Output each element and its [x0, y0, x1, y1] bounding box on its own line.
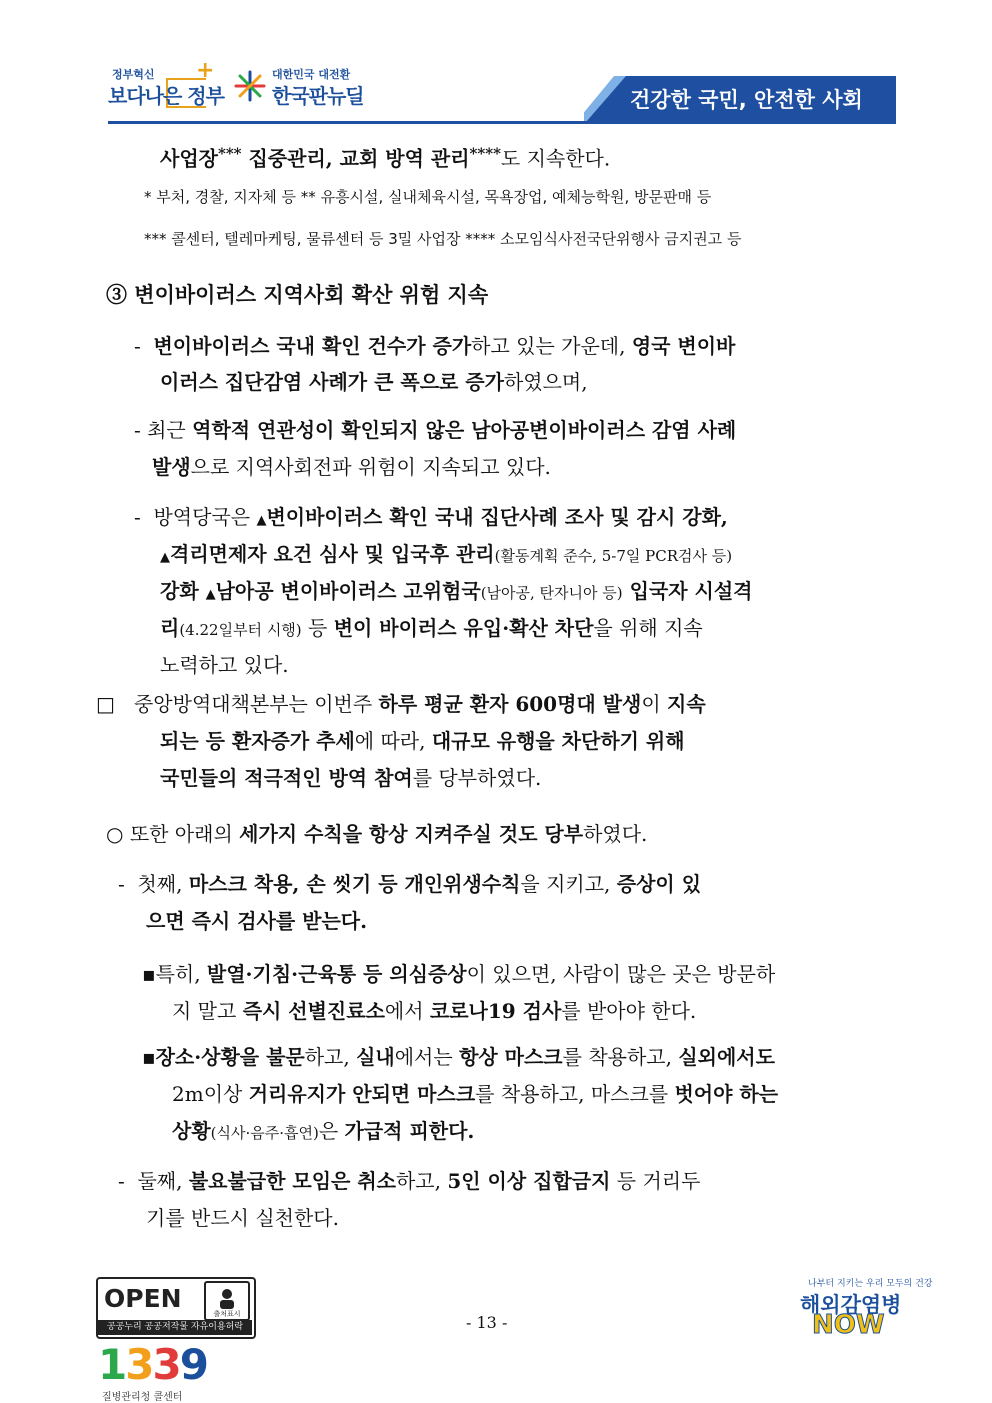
- open-license-title: OPEN: [104, 1284, 182, 1313]
- paragraph-2-line-2: 발생으로 지역사회전파 위험이 지속되고 있다.: [152, 455, 551, 479]
- footnote-2: *** 콜센터, 텔레마케팅, 물류센터 등 3밀 사업장 **** 소모임식사전국단위행사 금지권고 등: [144, 230, 742, 248]
- paragraph-4-line-3: 국민들의 적극적인 방역 참여를 당부하였다.: [160, 766, 542, 790]
- paragraph-7-line-2: 지 말고 즉시 선별진료소에서 코로나19 검사를 받아야 한다.: [172, 999, 697, 1023]
- paragraph-9-line-2: 기를 반드시 실천한다.: [146, 1206, 339, 1230]
- paragraph-6-line-1: - 첫째, 마스크 착용, 손 씻기 등 개인위생수칙을 지키고, 증상이 있: [118, 872, 702, 896]
- open-license-subtitle: 공공누리 공공저작물 자유이용허락: [98, 1320, 252, 1335]
- attribution-label: 출처표시: [213, 1310, 241, 1318]
- paragraph-1-line-2: 이러스 집단감염 사례가 큰 폭으로 증가하였으며,: [160, 370, 588, 394]
- hotline-1339-logo: 1339: [98, 1340, 207, 1389]
- section-heading: ③ 변이바이러스 지역사회 확산 위험 지속: [106, 282, 489, 307]
- header-divider: [108, 121, 896, 124]
- paragraph-3-line-3: 강화 ▲남아공 변이바이러스 고위험국(남아공, 탄자니아 등) 입국자 시설격: [160, 579, 753, 603]
- new-deal-logo-icon: [232, 68, 268, 104]
- gov-logo-text: 보다나은 정부: [108, 84, 224, 108]
- paragraph-8-line-2: 2m이상 거리유지가 안되면 마스크를 착용하고, 마스크를 벗어야 하는: [172, 1082, 779, 1106]
- gov-logo-plus-icon: +: [196, 58, 215, 83]
- paragraph-2-line-1: - 최근 역학적 연관성이 확인되지 않은 남아공변이바이러스 감염 사례: [134, 418, 737, 442]
- paragraph-8-line-1: ▪장소·상황을 불문하고, 실내에서는 항상 마스크를 착용하고, 실외에서도: [142, 1045, 775, 1069]
- new-deal-sub-label: 대한민국 대전환: [272, 68, 351, 81]
- paragraph-6-line-2: 으면 즉시 검사를 받는다.: [146, 909, 368, 933]
- hotline-caption: 질병관리청 콜센터: [102, 1392, 183, 1403]
- now-logo-title: 해외감염병: [800, 1293, 902, 1317]
- paragraph-3-line-1: - 방역당국은 ▲변이바이러스 확인 국내 집단사례 조사 및 감시 강화,: [134, 505, 728, 529]
- paragraph-3-line-5: 노력하고 있다.: [160, 653, 289, 677]
- gov-innovation-label: 정부혁신: [112, 68, 155, 81]
- paragraph-3-line-4: 리(4.22일부터 시행) 등 변이 바이러스 유입·확산 차단을 위해 지속: [160, 616, 703, 640]
- attribution-icon: [204, 1281, 250, 1321]
- paragraph-9-line-1: - 둘째, 불요불급한 모임은 취소하고, 5인 이상 집합금지 등 거리두: [118, 1169, 701, 1193]
- now-logo-tagline: 나부터 지키는 우리 모두의 건강: [808, 1279, 933, 1289]
- paragraph-4-line-1: □ 중앙방역대책본부는 이번주 하루 평균 환자 600명대 발생이 지속: [96, 692, 706, 716]
- paragraph-4-line-2: 되는 등 환자증가 추세에 따라, 대규모 유행을 차단하기 위해: [160, 729, 685, 753]
- banner-slogan: 건강한 국민, 안전한 사회: [630, 88, 863, 112]
- paragraph-5-line-1: ○ 또한 아래의 세가지 수칙을 항상 지켜주실 것도 당부하였다.: [106, 822, 648, 846]
- page-number: - 13 -: [466, 1313, 508, 1332]
- paragraph-7-line-1: ▪특히, 발열·기침·근육통 등 의심증상이 있으면, 사람이 많은 곳은 방문하: [142, 962, 776, 986]
- now-logo-word: NOW: [812, 1310, 885, 1340]
- continued-line: 사업장*** 집중관리, 교회 방역 관리****도 지속한다.: [160, 144, 611, 171]
- new-deal-logo-text: 한국판뉴딜: [272, 84, 364, 108]
- paragraph-1-line-1: - 변이바이러스 국내 확인 건수가 증가하고 있는 가운데, 영국 변이바: [134, 334, 736, 358]
- footnote-1: * 부처, 경찰, 지자체 등 ** 유흥시설, 실내체육시설, 목욕장업, 예체능학원, 방문판매 등: [144, 188, 712, 206]
- paragraph-3-line-2: ▲격리면제자 요건 심사 및 입국후 관리(활동계획 준수, 5-7일 PCR검사 등): [160, 542, 733, 566]
- paragraph-8-line-3: 상황(식사·음주·흡연)은 가급적 피한다.: [172, 1119, 475, 1143]
